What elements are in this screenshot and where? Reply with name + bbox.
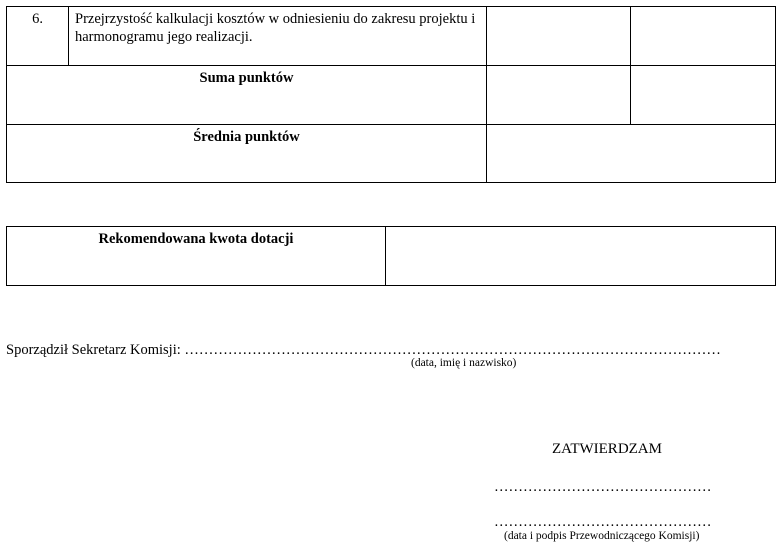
average-label: Średnia punktów <box>193 129 300 145</box>
average-label-cell <box>7 125 487 183</box>
evaluation-score-table <box>6 6 776 183</box>
criterion-text-cell <box>69 7 487 66</box>
grant-label: Rekomendowana kwota dotacji <box>98 231 294 247</box>
sum-score-a-cell[interactable] <box>487 66 631 125</box>
criterion-score-b-cell[interactable] <box>631 7 776 66</box>
approval-dots-line-2[interactable]: ……………………………………… <box>494 514 712 530</box>
grant-label-cell <box>7 227 386 286</box>
grant-value-cell[interactable] <box>386 227 776 286</box>
table-row-sum <box>7 66 776 125</box>
criterion-number-cell <box>7 7 69 66</box>
secretary-signature-line <box>6 342 776 359</box>
secretary-label: Sporządził Sekretarz Komisji: <box>6 342 181 358</box>
sum-label: Suma punktów <box>199 70 294 86</box>
table-row-criterion-6 <box>7 7 776 66</box>
criterion-text: Przejrzystość kalkulacji kosztów w odniesieniu do zakresu projektu i harmonogramu jego realizacji. <box>75 11 476 45</box>
sum-score-b-cell[interactable] <box>631 66 776 125</box>
approval-title: ZATWIERDZAM <box>552 441 662 457</box>
sum-label-cell <box>7 66 487 125</box>
grant-amount-table <box>6 226 776 286</box>
approval-dots-line-1[interactable]: ……………………………………… <box>494 479 712 495</box>
table-row-grant <box>7 227 776 286</box>
table-row-average <box>7 125 776 183</box>
criterion-score-a-cell[interactable] <box>487 7 631 66</box>
secretary-caption: (data, imię i nazwisko) <box>411 357 517 369</box>
criterion-number: 6. <box>32 11 43 27</box>
approval-caption: (data i podpis Przewodniczącego Komisji) <box>504 530 700 542</box>
average-value-cell[interactable] <box>487 125 776 183</box>
secretary-dots[interactable]: ………………………………………………………………………………………………… <box>184 342 721 358</box>
